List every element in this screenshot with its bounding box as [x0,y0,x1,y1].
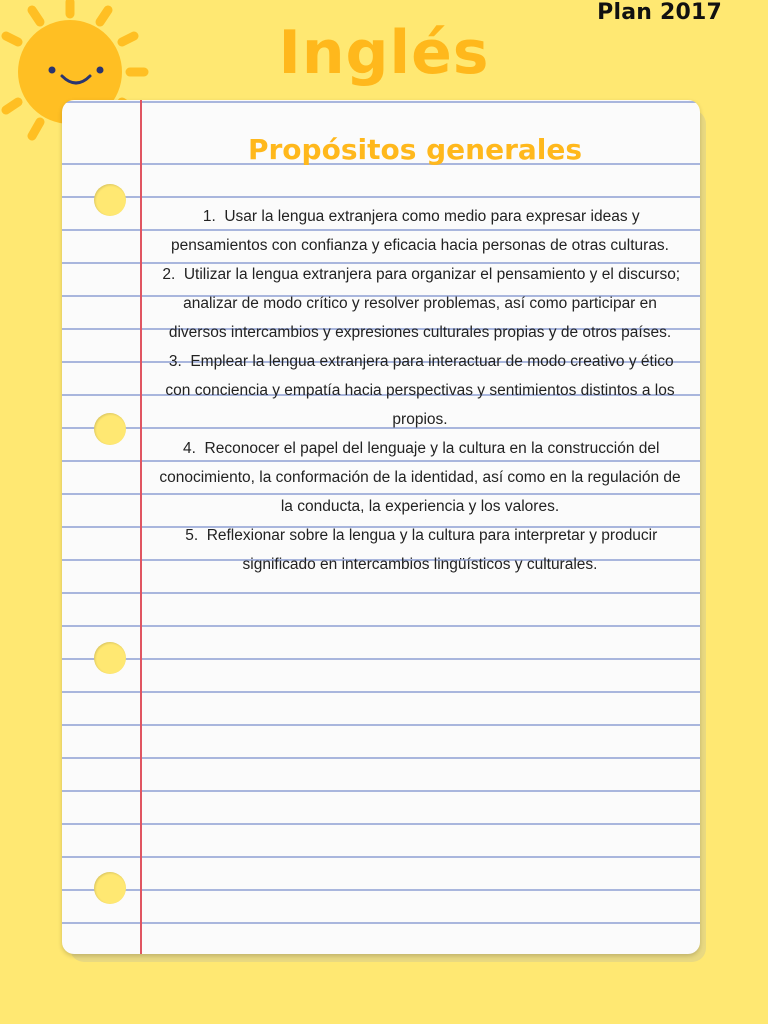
item-text: Reconocer el papel del lenguaje y la cultura en la construcción del conocimiento, la conformación de la identidad, así como en la regulación de la conducta, la experiencia y los valores. [159,440,681,515]
binder-hole [94,642,126,674]
binder-hole [94,872,126,904]
item-text: Usar la lengua extranjera como medio para expresar ideas y pensamientos con confianza y eficacia hacia personas de otras culturas. [170,208,669,254]
margin-line [140,100,142,954]
item-text: Emplear la lengua extranjera para interactuar de modo creativo y ético con conciencia y empatía hacia perspectivas y sentimientos distintos a los propios. [165,353,675,428]
binder-hole [94,413,126,445]
plan-label: Plan 2017 [597,0,722,25]
item-number: 2. [162,266,176,283]
item-text: Utilizar la lengua extranjera para organizar el pensamiento y el discurso; analizar de modo crítico y resolver problemas, así como participar en diversos intercambios y expresiones culturales propias y de otros países. [168,266,681,341]
item-text: Reflexionar sobre la lengua y la cultura para interpretar y producir significado en intercambios lingüísticos y culturales. [206,527,658,573]
list-item [156,347,684,434]
list-item [156,434,684,521]
purposes-list [156,202,684,579]
page-title: Inglés [278,18,490,88]
item-number: 3. [168,353,182,370]
item-number: 5. [185,527,199,544]
list-item [156,521,684,579]
item-number: 4. [183,440,196,457]
list-item [156,202,684,260]
section-title: Propósitos generales [247,133,583,166]
binder-hole [94,184,126,216]
item-number: 1. [202,208,216,225]
list-item [156,260,684,347]
